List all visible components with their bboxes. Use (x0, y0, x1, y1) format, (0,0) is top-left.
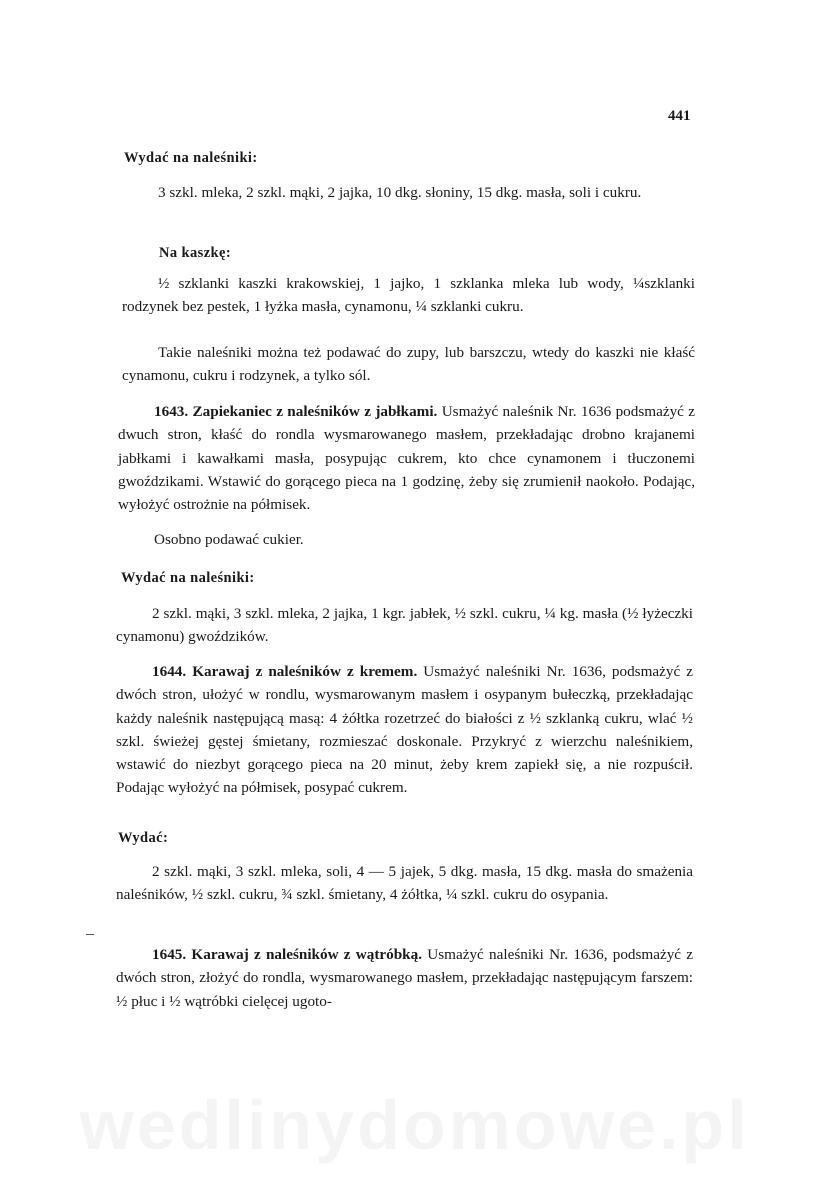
recipe-text: Usmażyć naleśnik Nr. 1636 podsmażyć z dwuch stron, kłaść do rondla wysmarowanego masłem, przekładając drobno krajanemi jabłkami i kawałkami masła, posypując cukrem, kto chce cynamonem i tłuczonemi gwoździkami. Wstawić do gorącego pieca na 1 godzinę, żeby się zrumienił naokoło. Podając, wyłożyć ostrożnie na półmisek. (118, 403, 695, 514)
recipe-text: Usmażyć naleśniki Nr. 1636, podsmażyć z dwóch stron, złożyć do rondla, wysmarowanego masłem, przekładając następującym farszem: ½ płuc i ½ wątróbki cielęcej ugoto- (116, 946, 694, 1010)
ingredients-paragraph: 2 szkl. mąki, 3 szkl. mleka, soli, 4 — 5 jajek, 5 dkg. masła, 15 dkg. masła do smażenia naleśników, ½ szkl. cukru, ¾ szkl. śmietany, 4 żółtka, ¼ szkl. cukru do osypania. (116, 863, 693, 904)
note-paragraph: Takie naleśniki można też podawać do zupy, lub barszczu, wtedy do kaszki nie kłaść cynamonu, cukru i rodzynek, a tylko sól. (122, 344, 695, 385)
page-number: 441 (668, 108, 691, 124)
section-heading: Wydać na naleśniki: (121, 570, 255, 586)
recipe-1644 (116, 660, 693, 800)
recipe-1645 (116, 943, 693, 1013)
watermark (0, 1085, 829, 1165)
section-heading: Wydać: (118, 830, 169, 846)
recipe-title: 1643. Zapiekaniec z naleśników z jabłkami. (154, 403, 438, 420)
ingredients-paragraph: 2 szkl. mąki, 3 szkl. mleka, 2 jajka, 1 kgr. jabłek, ½ szkl. cukru, ¼ kg. masła (½ łyżeczki cynamonu) gwoździków. (116, 605, 693, 646)
ingredients-paragraph: ½ szklanki kaszki krakowskiej, 1 jajko, 1 szklanka mleka lub wody, ¼szklanki rodzynek bez pestek, 1 łyżka masła, cynamonu, ¼ szklanki cukru. (122, 275, 695, 316)
recipe-title: 1645. Karawaj z naleśników z wątróbką. (152, 946, 423, 963)
recipe-1643 (118, 400, 695, 516)
recipe-title: 1644. Karawaj z naleśników z kremem. (152, 663, 418, 680)
margin-mark (86, 934, 94, 935)
recipe-text: Usmażyć naleśniki Nr. 1636, podsmażyć z dwóch stron, ułożyć w rondlu, wysmarowanym masłem i osypanym bułeczką, przekładając każdy naleśnik następującą masą: 4 żółtka rozetrzeć do białości z ½ szklanką cukru, wlać ½ szkl. świeżej gęstej śmietany, rozmieszać doskonale. Przykryć z wierzchu naleśnikiem, wstawić do niezbyt gorącego pieca na 20 minut, żeby krem zapiekł się, a nie rozpuścił. Podając wyłożyć na półmisek, posypać cukrem. (116, 663, 693, 797)
ingredients-paragraph: 3 szkl. mleka, 2 szkl. mąki, 2 jajka, 10 dkg. słoniny, 15 dkg. masła, soli i cukru. (158, 184, 642, 201)
section-heading: Na kaszkę: (159, 245, 232, 261)
note-paragraph: Osobno podawać cukier. (154, 531, 304, 548)
section-heading: Wydać na naleśniki: (124, 150, 258, 166)
